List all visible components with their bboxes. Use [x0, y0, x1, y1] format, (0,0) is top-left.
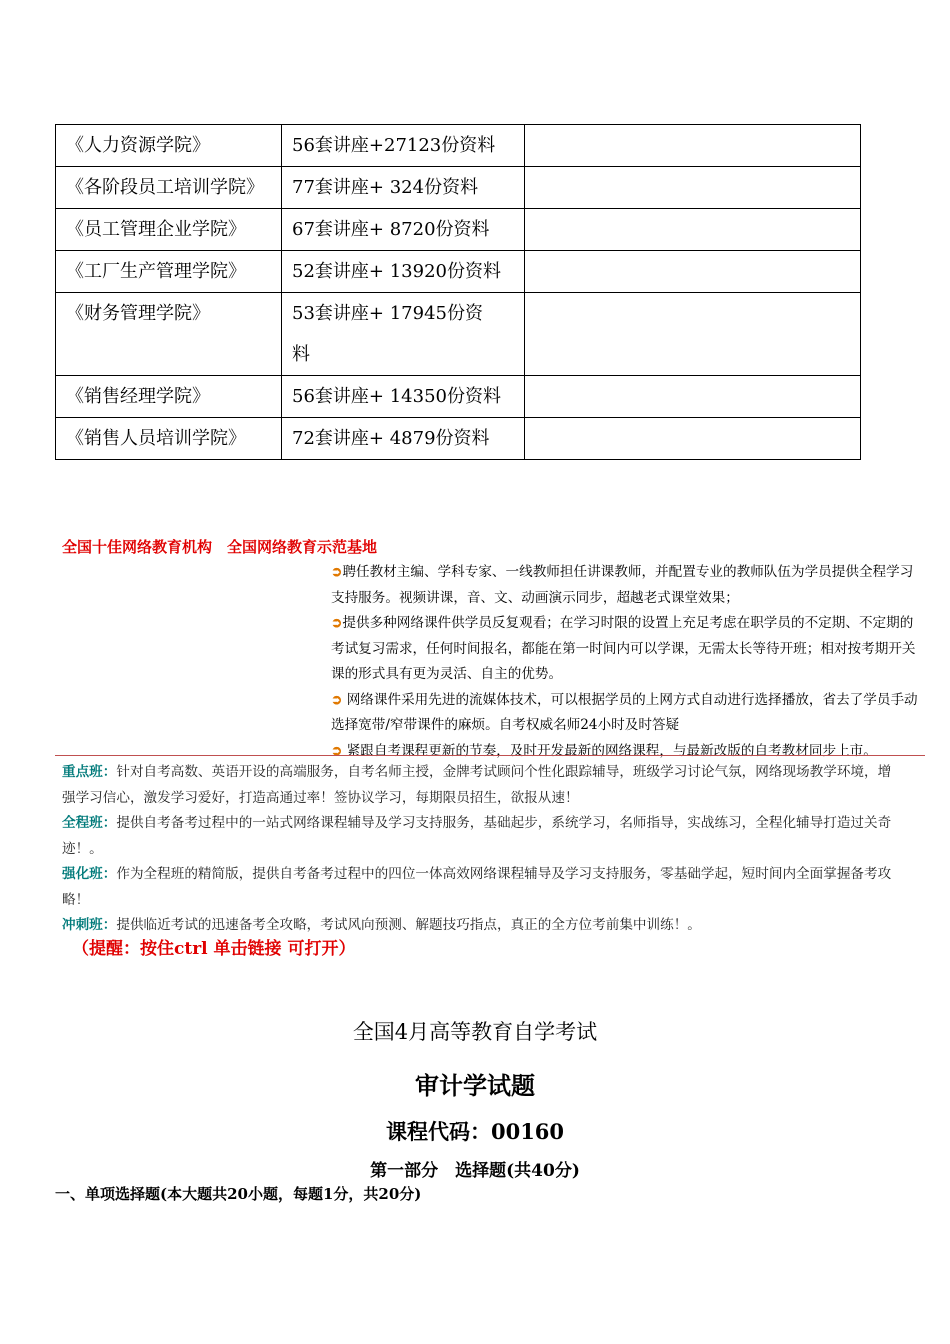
feature-item: ➲ 网络课件采用先进的流媒体技术，可以根据学员的上网方式自动进行选择播放，省去了学员手动选择宽带/窄带课件的麻烦。自考权威名师24小时及时答疑 [331, 691, 918, 733]
course-name: 《销售经理学院》 [56, 376, 282, 418]
course-extra [525, 251, 861, 293]
ctrl-click-reminder: （提醒：按住ctrl 单击链接 可打开） [72, 939, 356, 959]
course-extra [525, 209, 861, 251]
exam-title: 全国4月高等教育自学考试 [352, 1020, 598, 1044]
class-desc: 作为全程班的精简版，提供自考备考过程中的四位一体高效网络课程辅导及学习支持服务，零基础学起，短时间内全面掌握备考攻略！ [62, 866, 892, 908]
exam-subject: 审计学试题 [415, 1071, 535, 1100]
course-content: 67套讲座+ 8720份资料 [282, 209, 525, 251]
course-extra [525, 418, 861, 460]
course-content: 52套讲座+ 13920份资料 [282, 251, 525, 293]
table-row [56, 376, 861, 418]
feature-list [331, 560, 921, 764]
class-name[interactable]: 冲刺班： [62, 917, 117, 933]
table-row [56, 167, 861, 209]
arrow-icon: ➲ [331, 564, 343, 580]
class-desc: 提供自考备考过程中的一站式网络课程辅导及学习支持服务，基础起步，系统学习，名师指导，实战练习，全程化辅导打造过关奇迹！。 [62, 815, 892, 857]
part-title: 第一部分 选择题(共40分) [370, 1161, 580, 1181]
course-table [55, 124, 861, 460]
arrow-icon: ➲ [331, 691, 343, 708]
class-name[interactable]: 强化班： [62, 866, 117, 882]
course-name: 《工厂生产管理学院》 [56, 251, 282, 293]
class-desc: 提供临近考试的迅速备考全攻略，考试风向预测、解题技巧指点，真正的全方位考前集中训练！。 [116, 917, 701, 933]
course-name: 《员工管理企业学院》 [56, 209, 282, 251]
table-row [56, 418, 861, 460]
course-extra [525, 167, 861, 209]
course-code: 课程代码：00160 [385, 1119, 565, 1144]
feature-item: ➲提供多种网络课件供学员反复观看；在学习时限的设置上充足考虑在职学员的不定期、不定期的考试复习需求，任何时间报名，都能在第一时间内可以学课，无需太长等待开班；相对按考期开关课的形式具有更为灵活、自主的优势。 [331, 615, 916, 682]
feature-item: ➲ 紧跟自考课程更新的节奏，及时开发最新的网络课程，与最新改版的自考教材同步上市。 [331, 742, 877, 759]
course-extra [525, 125, 861, 167]
class-item [62, 862, 918, 913]
promo-slogan: 全国十佳网络教育机构 全国网络教育示范基地 [62, 538, 378, 556]
course-extra [525, 293, 861, 376]
table-row [56, 251, 861, 293]
table-row [56, 293, 861, 376]
course-name: 《销售人员培训学院》 [56, 418, 282, 460]
course-name: 《各阶段员工培训学院》 [56, 167, 282, 209]
course-content: 77套讲座+ 324份资料 [282, 167, 525, 209]
table-row [56, 125, 861, 167]
table-row [56, 209, 861, 251]
feature-item: ➲聘任教材主编、学科专家、一线教师担任讲课教师，并配置专业的教师队伍为学员提供全程学习支持服务。视频讲课，音、文、动画演示同步，超越老式课堂效果； [331, 564, 914, 606]
section-divider [55, 755, 925, 756]
course-name: 《人力资源学院》 [56, 125, 282, 167]
class-name[interactable]: 重点班： [62, 764, 117, 780]
arrow-icon: ➲ [331, 615, 343, 631]
course-content: 72套讲座+ 4879份资料 [282, 418, 525, 460]
course-extra [525, 376, 861, 418]
class-item [62, 811, 918, 862]
course-content: 56套讲座+ 14350份资料 [282, 376, 525, 418]
arrow-icon: ➲ [331, 742, 343, 759]
class-list [62, 760, 918, 939]
section-title: 一、单项选择题(本大题共20小题，每题1分，共20分) [55, 1185, 422, 1203]
course-content: 53套讲座+ 17945份资料 [282, 293, 525, 376]
course-name: 《财务管理学院》 [56, 293, 282, 376]
class-item [62, 760, 918, 811]
class-desc: 针对自考高数、英语开设的高端服务，自考名师主授，金牌考试顾问个性化跟踪辅导，班级学习讨论气氛，网络现场教学环境，增 强学习信心，激发学习爱好，打造高通过率！签协议学习，每期限员招生，欲报从速！ [62, 764, 905, 806]
class-name[interactable]: 全程班： [62, 815, 117, 831]
course-content: 56套讲座+27123份资料 [282, 125, 525, 167]
